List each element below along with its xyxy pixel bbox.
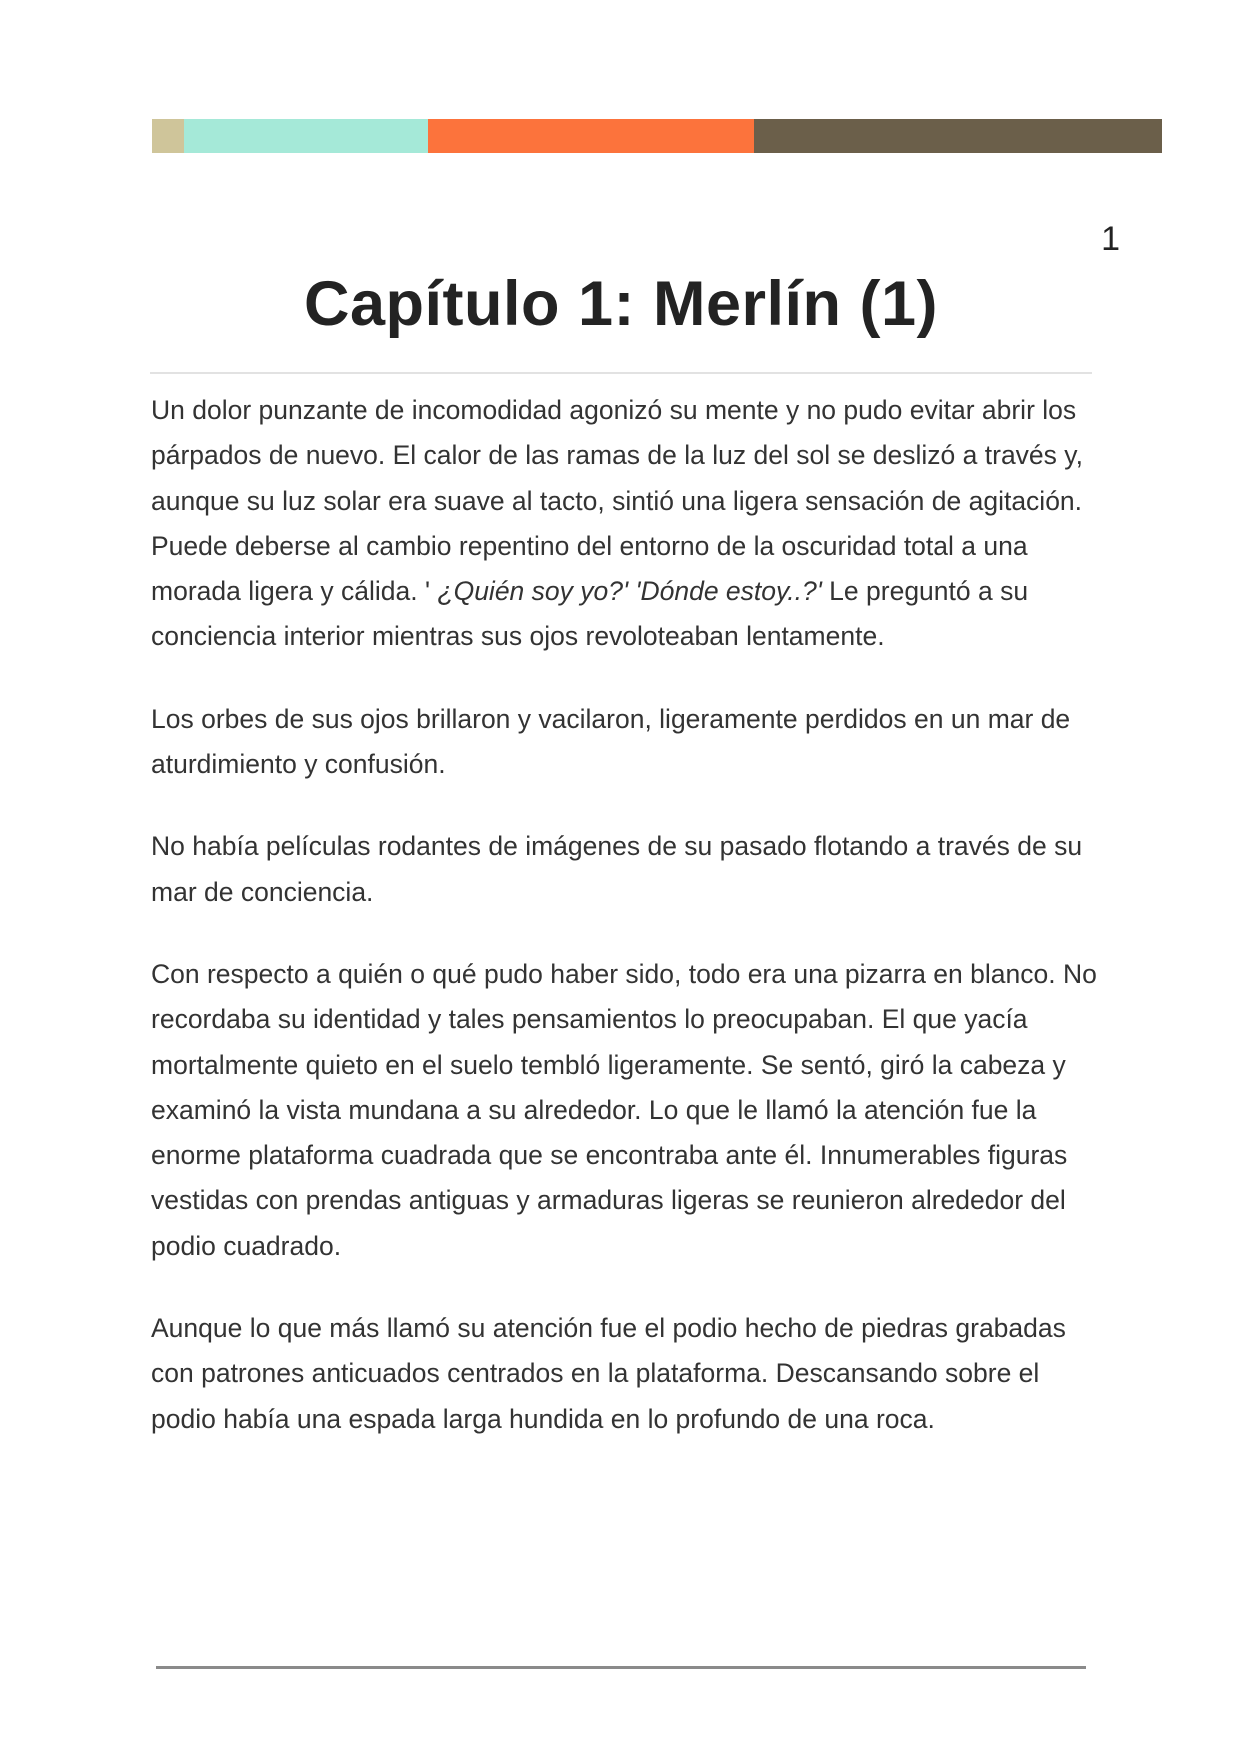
title-divider	[150, 372, 1092, 374]
paragraph-1	[151, 388, 1101, 660]
paragraph-1-start: Un dolor punzante de incomodidad agonizó su mente y no pudo evitar abrir los párpados de nuevo. El calor de las ramas de la luz del sol se deslizó a través y, aunque su luz solar era suave al tacto, sintió una ligera sensación de agitación. Puede deberse al cambio repentino del entorno de la oscuridad total a una morada ligera y cálida. '	[151, 395, 1083, 607]
paragraph-2: Los orbes de sus ojos brillaron y vacilaron, ligeramente perdidos en un mar de aturdimiento y confusión.	[151, 703, 1071, 780]
footer-divider	[156, 1666, 1086, 1669]
page-number: 1	[1101, 220, 1120, 258]
paragraph-4: Con respecto a quién o qué pudo haber sido, todo era una pizarra en blanco. No recordaba su identidad y tales pensamientos lo preocupaban. El que yacía mortalmente quieto en el suelo tembló ligeramente. Se sentó, giró la cabeza y examinó la vista mundana a su alrededor. Lo que le llamó la atención fue la enorme plataforma cuadrada que se encontraba ante él. Innumerables figuras vestidas con prendas antiguas y armaduras ligeras se reunieron alrededor del podio cuadrado.	[151, 958, 1097, 1261]
paragraph-1-end: Le preguntó a su conciencia interior mientras sus ojos revoloteaban lentamente.	[151, 576, 1029, 652]
header-color-bar	[152, 119, 1162, 153]
color-bar-segment-2	[184, 119, 428, 153]
chapter-body	[151, 388, 1101, 1479]
color-bar-segment-3	[428, 119, 754, 153]
color-bar-segment-4	[754, 119, 1162, 153]
paragraph-5: Aunque lo que más llamó su atención fue el podio hecho de piedras grabadas con patrones anticuados centrados en la plataforma. Descansando sobre el podio había una espada larga hundida en lo profundo de una roca.	[151, 1313, 1066, 1434]
paragraph-1-italic-thought: ¿Quién soy yo?' 'Dónde estoy..?'	[430, 576, 822, 607]
color-bar-segment-1	[152, 119, 184, 153]
paragraph-3: No había películas rodantes de imágenes de su pasado flotando a través de su mar de conciencia.	[151, 831, 1083, 907]
chapter-title: Capítulo 1: Merlín (1)	[303, 269, 939, 339]
